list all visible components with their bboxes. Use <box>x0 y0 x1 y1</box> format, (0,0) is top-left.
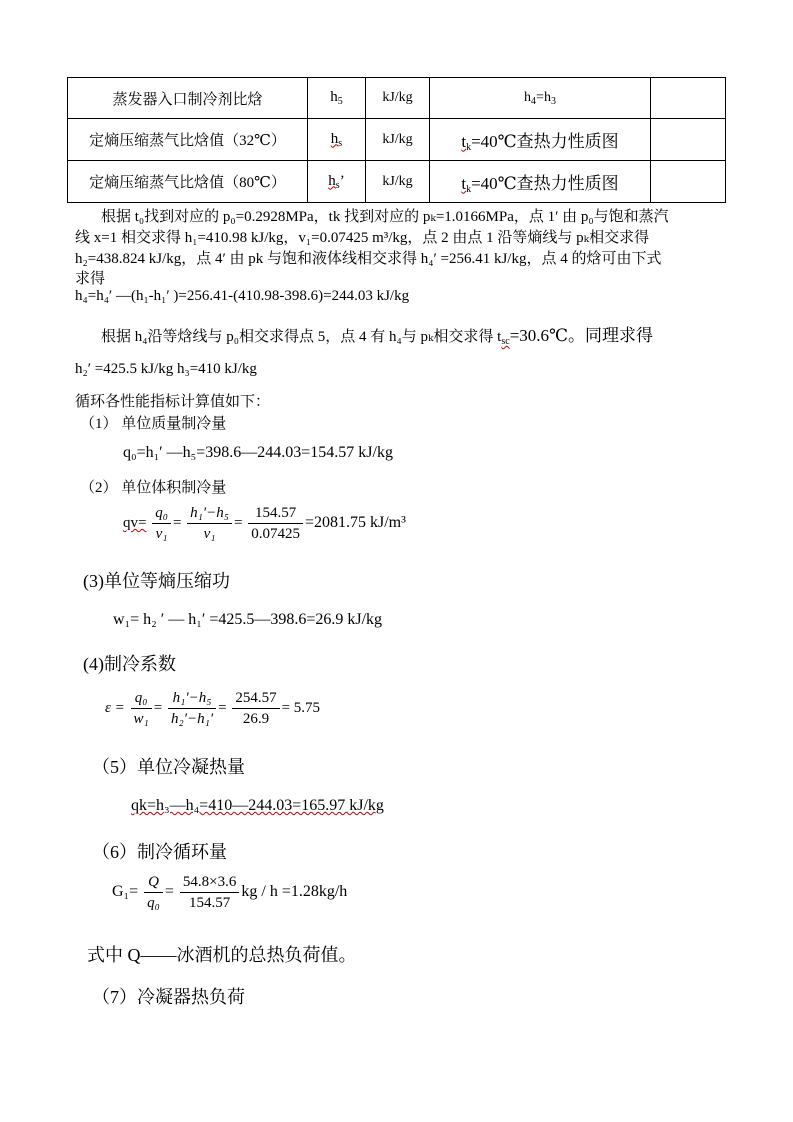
table-cell-name: 定熵压缩蒸气比焓值（32℃） <box>68 119 308 161</box>
table-cell-symbol: $h_s$ <box>308 119 366 161</box>
table-cell-unit: kJ/kg <box>366 161 430 203</box>
paragraph-line: 线 x=1 相交求得 h₁=410.98 kJ/kg，v₁=0.07425 m³/kg，点 2 由点 1 沿等熵线与 pₖ相交求得 <box>75 230 650 246</box>
note-text: 式中 Q——冰酒机的总热负荷值。 <box>87 945 357 965</box>
equation-line: h₄=h₄′ —(h₁-h₁′ )=256.41-(410.98-398.6)=244.03 kJ/kg <box>75 288 410 304</box>
equation-line: h₂′ =425.5 kJ/kg h₃=410 kJ/kg <box>75 361 257 377</box>
table-cell-symbol: $h_s$’ <box>308 161 366 203</box>
table-cell-unit: kJ/kg <box>366 119 430 161</box>
item-heading: (3)单位等熵压缩功 <box>83 571 230 591</box>
table-cell-note: $t_k=40℃$查热力性质图 <box>430 161 651 203</box>
paragraph-line: 根据 h₄沿等焓线与 p₀相交求得点 5，点 4 有 h₄与 pₖ相交求得 $t_{sc}=30.6℃$。同理求得 <box>101 326 654 347</box>
formula: qk=h₃—h₄=410—244.03=165.97 kJ/kg <box>131 797 384 814</box>
table-cell-name: 蒸发器入口制冷剂比焓 <box>68 78 308 119</box>
item-heading: (4)制冷系数 <box>83 654 176 674</box>
item-heading: （6）制冷循环量 <box>92 842 227 862</box>
formula: w₁= h₂ ′ — h₁′ =425.5—398.6=26.9 kJ/kg <box>113 611 383 628</box>
formula: q₀=h₁′ —h₅=398.6—244.03=154.57 kJ/kg <box>123 444 393 461</box>
fraction-formula: G₁= $\frac{Q}{\text{q₀}}$ = $\frac{54.8\times 3.6}{154.57}$ kg / h =1.28kg/h <box>112 874 348 911</box>
item-heading: （2） 单位体积制冷量 <box>80 480 227 496</box>
table-cell-name: 定熵压缩蒸气比焓值（80℃） <box>68 161 308 203</box>
fraction-formula: ε = $\frac{\text{q₀}}{\text{w₁}}$ = $\frac{\text{h₁′−h₅}}{\text{h₂′−h₁′}}$ = $\frac{254.57}{26.9}$ = 5.75 <box>105 690 321 727</box>
table-row <box>68 78 726 119</box>
item-heading: （7）冷凝器热负荷 <box>92 987 245 1007</box>
item-heading: （5）单位冷凝热量 <box>92 757 245 777</box>
table-row <box>68 161 726 203</box>
paragraph-line: h₂=438.824 kJ/kg，点 4′ 由 pk 与饱和液体线相交求得 h₄′ =256.41 kJ/kg，点 4 的焓可由下式 <box>75 251 662 267</box>
table-cell-symbol: $h_5$ <box>308 78 366 119</box>
table-cell-note: $h_4=h_3$ <box>430 78 651 119</box>
paragraph-line: 求得 <box>75 271 106 287</box>
table-cell-extra <box>651 161 726 203</box>
table-cell-note: $t_k=40℃$查热力性质图 <box>430 119 651 161</box>
parameter-table <box>67 77 726 203</box>
table-cell-extra <box>651 78 726 119</box>
table-cell-extra <box>651 119 726 161</box>
paragraph-line: 根据 t₀找到对应的 p₀=0.2928MPa，tk 找到对应的 pₖ=1.0166MPa，点 1′ 由 p₀与饱和蒸汽 <box>101 209 669 225</box>
item-heading: （1） 单位质量制冷量 <box>80 416 227 432</box>
table-cell-unit: kJ/kg <box>366 78 430 119</box>
intro-text: 循环各性能指标计算值如下： <box>75 394 271 410</box>
table-row <box>68 119 726 161</box>
fraction-formula: qv= $\frac{\text{q₀}}{\text{v₁}}$ = $\frac{\text{h₁′−h₅}}{\text{v₁}}$ = $\frac{154.57}{0.07425}$ =2081.75 kJ/m³ <box>123 505 406 542</box>
